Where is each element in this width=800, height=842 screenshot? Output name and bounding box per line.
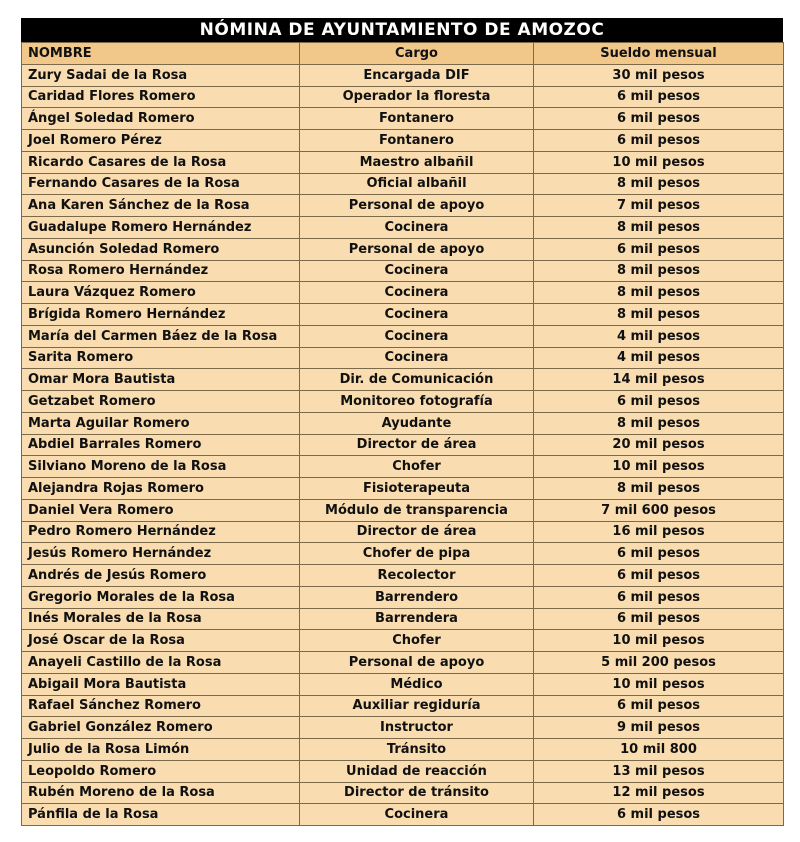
table-row <box>22 499 784 521</box>
employee-cargo: Tránsito <box>300 739 534 761</box>
employee-name: Inés Morales de la Rosa <box>22 608 300 630</box>
table-row <box>22 173 784 195</box>
employee-name: Zury Sadai de la Rosa <box>22 64 300 86</box>
employee-cargo: Ayudante <box>300 412 534 434</box>
header-row <box>22 43 784 65</box>
employee-salary: 30 mil pesos <box>534 64 784 86</box>
employee-salary: 10 mil pesos <box>534 630 784 652</box>
employee-cargo: Director de área <box>300 434 534 456</box>
employee-name: Silviano Moreno de la Rosa <box>22 456 300 478</box>
employee-name: Rosa Romero Hernández <box>22 260 300 282</box>
header-cargo: Cargo <box>300 43 534 65</box>
table-row <box>22 478 784 500</box>
employee-salary: 13 mil pesos <box>534 760 784 782</box>
table-row <box>22 238 784 260</box>
employee-name: Caridad Flores Romero <box>22 86 300 108</box>
employee-cargo: Personal de apoyo <box>300 652 534 674</box>
table-row <box>22 608 784 630</box>
employee-salary: 7 mil 600 pesos <box>534 499 784 521</box>
employee-salary: 6 mil pesos <box>534 108 784 130</box>
employee-salary: 5 mil 200 pesos <box>534 652 784 674</box>
employee-salary: 8 mil pesos <box>534 282 784 304</box>
employee-name: Gabriel González Romero <box>22 717 300 739</box>
employee-name: Guadalupe Romero Hernández <box>22 217 300 239</box>
employee-cargo: Auxiliar regiduría <box>300 695 534 717</box>
table-row <box>22 304 784 326</box>
employee-name: Anayeli Castillo de la Rosa <box>22 652 300 674</box>
employee-salary: 6 mil pesos <box>534 238 784 260</box>
employee-salary: 10 mil 800 <box>534 739 784 761</box>
employee-salary: 12 mil pesos <box>534 782 784 804</box>
table-row <box>22 86 784 108</box>
payroll-table <box>21 42 784 826</box>
table-row <box>22 456 784 478</box>
employee-name: Fernando Casares de la Rosa <box>22 173 300 195</box>
employee-name: Getzabet Romero <box>22 391 300 413</box>
employee-name: Andrés de Jesús Romero <box>22 565 300 587</box>
employee-cargo: Oficial albañil <box>300 173 534 195</box>
employee-cargo: Cocinera <box>300 217 534 239</box>
employee-cargo: Cocinera <box>300 304 534 326</box>
employee-name: Alejandra Rojas Romero <box>22 478 300 500</box>
header-sueldo: Sueldo mensual <box>534 43 784 65</box>
employee-name: Marta Aguilar Romero <box>22 412 300 434</box>
employee-salary: 8 mil pesos <box>534 260 784 282</box>
employee-cargo: Chofer de pipa <box>300 543 534 565</box>
employee-cargo: Recolector <box>300 565 534 587</box>
employee-name: Julio de la Rosa Limón <box>22 739 300 761</box>
table-row <box>22 347 784 369</box>
employee-salary: 6 mil pesos <box>534 608 784 630</box>
employee-salary: 6 mil pesos <box>534 565 784 587</box>
employee-cargo: Barrendera <box>300 608 534 630</box>
employee-salary: 8 mil pesos <box>534 217 784 239</box>
table-row <box>22 782 784 804</box>
employee-salary: 4 mil pesos <box>534 347 784 369</box>
employee-name: Ana Karen Sánchez de la Rosa <box>22 195 300 217</box>
employee-salary: 6 mil pesos <box>534 130 784 152</box>
employee-salary: 8 mil pesos <box>534 304 784 326</box>
table-row <box>22 369 784 391</box>
table-row <box>22 195 784 217</box>
header-name: NOMBRE <box>22 43 300 65</box>
employee-cargo: Instructor <box>300 717 534 739</box>
employee-name: María del Carmen Báez de la Rosa <box>22 325 300 347</box>
employee-salary: 20 mil pesos <box>534 434 784 456</box>
employee-cargo: Personal de apoyo <box>300 238 534 260</box>
table-row <box>22 217 784 239</box>
employee-name: Omar Mora Bautista <box>22 369 300 391</box>
employee-cargo: Cocinera <box>300 347 534 369</box>
table-row <box>22 521 784 543</box>
table-title: NÓMINA DE AYUNTAMIENTO DE AMOZOC <box>21 18 783 42</box>
employee-salary: 8 mil pesos <box>534 412 784 434</box>
employee-cargo: Monitoreo fotografía <box>300 391 534 413</box>
payroll-document <box>21 18 783 826</box>
table-row <box>22 282 784 304</box>
table-row <box>22 64 784 86</box>
table-row <box>22 673 784 695</box>
table-row <box>22 130 784 152</box>
table-row <box>22 804 784 826</box>
employee-salary: 6 mil pesos <box>534 695 784 717</box>
employee-salary: 6 mil pesos <box>534 86 784 108</box>
employee-name: Asunción Soledad Romero <box>22 238 300 260</box>
table-row <box>22 630 784 652</box>
employee-name: Jesús Romero Hernández <box>22 543 300 565</box>
table-row <box>22 108 784 130</box>
employee-name: Abigail Mora Bautista <box>22 673 300 695</box>
employee-salary: 8 mil pesos <box>534 478 784 500</box>
employee-cargo: Unidad de reacción <box>300 760 534 782</box>
employee-salary: 8 mil pesos <box>534 173 784 195</box>
employee-name: Daniel Vera Romero <box>22 499 300 521</box>
employee-salary: 10 mil pesos <box>534 151 784 173</box>
employee-cargo: Dir. de Comunicación <box>300 369 534 391</box>
employee-salary: 6 mil pesos <box>534 586 784 608</box>
employee-cargo: Chofer <box>300 456 534 478</box>
employee-cargo: Cocinera <box>300 804 534 826</box>
table-row <box>22 434 784 456</box>
table-row <box>22 586 784 608</box>
employee-cargo: Cocinera <box>300 282 534 304</box>
employee-salary: 10 mil pesos <box>534 456 784 478</box>
table-row <box>22 325 784 347</box>
employee-salary: 14 mil pesos <box>534 369 784 391</box>
employee-salary: 9 mil pesos <box>534 717 784 739</box>
employee-cargo: Fontanero <box>300 108 534 130</box>
employee-cargo: Director de área <box>300 521 534 543</box>
employee-salary: 6 mil pesos <box>534 391 784 413</box>
employee-name: Ricardo Casares de la Rosa <box>22 151 300 173</box>
employee-name: Gregorio Morales de la Rosa <box>22 586 300 608</box>
table-row <box>22 717 784 739</box>
table-row <box>22 565 784 587</box>
employee-salary: 4 mil pesos <box>534 325 784 347</box>
employee-cargo: Fontanero <box>300 130 534 152</box>
employee-name: Sarita Romero <box>22 347 300 369</box>
employee-cargo: Encargada DIF <box>300 64 534 86</box>
table-row <box>22 260 784 282</box>
employee-cargo: Fisioterapeuta <box>300 478 534 500</box>
employee-name: Rubén Moreno de la Rosa <box>22 782 300 804</box>
employee-name: Laura Vázquez Romero <box>22 282 300 304</box>
employee-name: Pedro Romero Hernández <box>22 521 300 543</box>
table-body <box>22 64 784 825</box>
employee-salary: 16 mil pesos <box>534 521 784 543</box>
table-row <box>22 760 784 782</box>
table-row <box>22 695 784 717</box>
employee-name: Leopoldo Romero <box>22 760 300 782</box>
employee-cargo: Cocinera <box>300 325 534 347</box>
employee-cargo: Módulo de transparencia <box>300 499 534 521</box>
employee-cargo: Personal de apoyo <box>300 195 534 217</box>
table-row <box>22 412 784 434</box>
employee-name: José Oscar de la Rosa <box>22 630 300 652</box>
employee-cargo: Chofer <box>300 630 534 652</box>
employee-cargo: Director de tránsito <box>300 782 534 804</box>
employee-salary: 10 mil pesos <box>534 673 784 695</box>
employee-name: Rafael Sánchez Romero <box>22 695 300 717</box>
employee-name: Ángel Soledad Romero <box>22 108 300 130</box>
employee-salary: 7 mil pesos <box>534 195 784 217</box>
employee-cargo: Operador la floresta <box>300 86 534 108</box>
employee-salary: 6 mil pesos <box>534 543 784 565</box>
employee-cargo: Barrendero <box>300 586 534 608</box>
employee-name: Joel Romero Pérez <box>22 130 300 152</box>
employee-salary: 6 mil pesos <box>534 804 784 826</box>
employee-cargo: Médico <box>300 673 534 695</box>
table-row <box>22 543 784 565</box>
employee-name: Abdiel Barrales Romero <box>22 434 300 456</box>
table-row <box>22 151 784 173</box>
employee-cargo: Maestro albañil <box>300 151 534 173</box>
table-row <box>22 391 784 413</box>
table-row <box>22 652 784 674</box>
employee-name: Pánfila de la Rosa <box>22 804 300 826</box>
employee-cargo: Cocinera <box>300 260 534 282</box>
table-row <box>22 739 784 761</box>
employee-name: Brígida Romero Hernández <box>22 304 300 326</box>
